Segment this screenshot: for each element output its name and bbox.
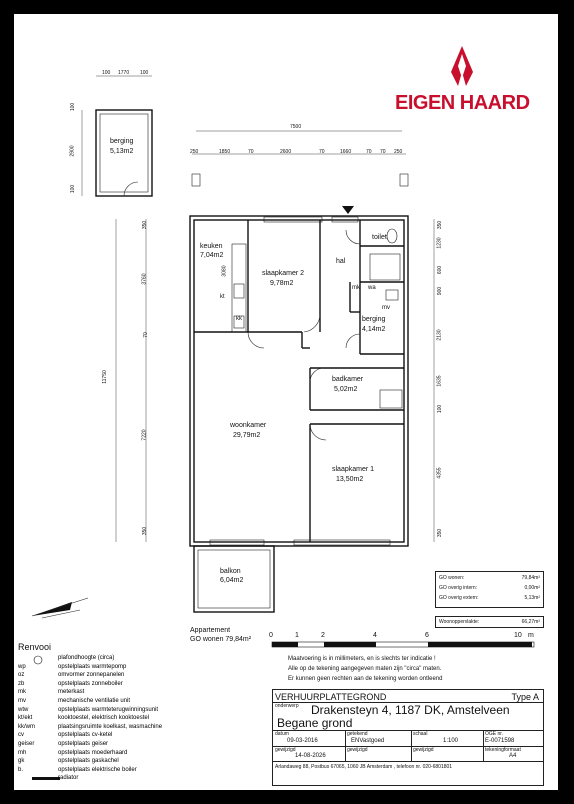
- dim-text: 100: [70, 102, 77, 112]
- legend-item: [18, 775, 78, 781]
- dim-text: 3080: [221, 265, 228, 277]
- dim-text: 11750: [101, 370, 108, 384]
- scale-tick: 1: [295, 632, 299, 639]
- title-block: [272, 689, 544, 786]
- dim-text: 100: [70, 184, 77, 194]
- dim-text: 3760: [141, 273, 148, 285]
- legend-value: meterkast: [58, 689, 85, 696]
- summary-label: GO overig intern:: [439, 585, 478, 591]
- scale-tick: 2: [321, 632, 325, 639]
- legend-value: plafondhoogte (circa): [58, 655, 115, 661]
- legend-value: radiator: [58, 775, 79, 782]
- room-label-berging-ext: berging: [110, 138, 134, 145]
- summary-value: 5,13m²: [524, 595, 540, 601]
- legend-key: oz: [18, 672, 25, 679]
- dim-text: 100: [437, 404, 444, 414]
- legend-item: [18, 741, 108, 747]
- dim-text: 1230: [436, 237, 443, 249]
- legend-item: [18, 672, 124, 678]
- note-line: Alle op de tekening aangegeven maten zijn "circa" maten.: [288, 666, 442, 672]
- dim-text: 70: [248, 149, 254, 155]
- dim-text: 100: [140, 70, 149, 76]
- dim-text: 1850: [219, 149, 231, 155]
- tb-label: OGE nr.: [485, 731, 504, 737]
- external-storage: [82, 76, 152, 196]
- room-label-berging: berging: [362, 316, 386, 323]
- scale-tick: 0: [269, 632, 273, 639]
- tb-value: ENVastgoed: [351, 738, 385, 744]
- tb-value: 09-03-2016: [287, 738, 318, 744]
- room-label-woonkamer: woonkamer: [230, 422, 267, 429]
- dim-text: 70: [380, 149, 386, 155]
- legend-key: geiser: [18, 741, 35, 747]
- room-label-slaapkamer-1: slaapkamer 1: [332, 466, 375, 473]
- legend-value: opstelplaats warmteterugwinningsunit: [58, 706, 159, 713]
- legend-item: [18, 715, 149, 721]
- tb-label: datum: [275, 731, 289, 737]
- dim-text: 1635: [436, 375, 443, 387]
- tb-label: gewijzigd: [275, 747, 296, 753]
- label-kt: kt: [220, 294, 225, 300]
- summary-value: 0,00m²: [524, 585, 540, 591]
- legend-key: mk: [18, 689, 26, 696]
- drawing-sheet: [14, 14, 558, 790]
- scale-tick: 6: [425, 632, 429, 639]
- legend-item: [18, 655, 114, 661]
- legend-key: kk/wm: [18, 723, 35, 730]
- tb-value: A4: [509, 753, 517, 759]
- dim-text: 1770: [118, 70, 130, 76]
- brand-logo-icon: [451, 46, 473, 86]
- summary-label: Woonoppervlakte:: [439, 619, 480, 625]
- legend-value: kooktoestel, elektrisch kooktoestel: [58, 715, 150, 722]
- note-line: Maatvoering is in millimeters, en is slechts ter indicatie !: [288, 656, 436, 662]
- room-label-badkamer: badkamer: [332, 376, 364, 383]
- living-area-box: [435, 616, 544, 628]
- summary-value: 79,84m²: [521, 575, 540, 581]
- dim-text: 70: [142, 332, 149, 338]
- dim-text: 250: [190, 149, 199, 155]
- legend-key: zb: [18, 680, 25, 687]
- north-arrow-icon: [32, 598, 88, 618]
- legend-key: cv: [18, 732, 24, 739]
- legend-item: [18, 750, 127, 756]
- dim-text: 350: [142, 526, 149, 536]
- dim-text: 70: [366, 149, 372, 155]
- tb-label: tekeningformaat: [485, 747, 521, 753]
- label-mv: mv: [382, 305, 390, 311]
- legend-key: mv: [18, 698, 26, 704]
- appartement-area: GO wonen 79,84m²: [190, 636, 252, 643]
- legend-value: opstelplaats moederhaard: [58, 749, 128, 756]
- dim-text: 2900: [69, 145, 76, 157]
- label-mk: mk: [352, 285, 360, 291]
- dim-text: 600: [437, 265, 444, 275]
- dim-text: 70: [319, 149, 325, 155]
- room-label-balkon: balkon: [220, 568, 241, 575]
- scale-tick: 4: [373, 632, 377, 639]
- tb-label: gewijzigd: [413, 747, 434, 753]
- dim-text: 350: [437, 220, 444, 230]
- legend-key: wp: [18, 663, 26, 670]
- dim-text: 7220: [141, 429, 148, 441]
- dim-text: 350: [437, 528, 444, 538]
- dim-text: 4355: [436, 467, 443, 479]
- dim-text: 2600: [280, 149, 292, 155]
- label-wa: wa: [368, 285, 376, 291]
- label-kk: kk: [236, 316, 242, 322]
- legend-key: kt/ekt: [18, 715, 33, 722]
- legend-value: opstelplaats elektrische boiler: [58, 766, 137, 773]
- legend-item: [18, 707, 158, 713]
- room-label-hal: hal: [336, 258, 346, 265]
- brand-name: EIGEN HAARD: [395, 92, 530, 114]
- legend-value: plaatsingsruimte koelkast, wasmachine: [58, 723, 163, 730]
- legend-title: Renvooi: [18, 642, 52, 652]
- tb-label: schaal: [413, 731, 428, 737]
- legend-item: [18, 767, 137, 773]
- legend-item: [18, 681, 123, 687]
- room-label-toilet: toilet: [372, 234, 387, 241]
- legend-value: opstelplaats cv-ketel: [58, 732, 113, 739]
- tb-value: 14-08-2026: [295, 753, 326, 759]
- appartement-label: Appartement: [190, 627, 231, 634]
- title-block-type: Type A: [511, 692, 539, 702]
- legend-key: gk: [18, 758, 25, 765]
- dim-text: 7500: [290, 124, 302, 130]
- address: Drakensteyn 4, 1187 DK, Amstelveen: [311, 703, 510, 717]
- legend-item: [18, 758, 119, 764]
- dim-text: 900: [437, 286, 444, 296]
- scale-tick: 10: [514, 632, 522, 639]
- legend-item: [18, 698, 130, 704]
- room-area-badkamer: 5,02m2: [334, 386, 358, 393]
- dim-text: 1660: [340, 149, 352, 155]
- room-label-slaapkamer-2: slaapkamer 2: [262, 270, 305, 277]
- legend-value: opstelplaats warmtepomp: [58, 663, 127, 670]
- dim-text: 350: [142, 220, 149, 230]
- summary-label: GO wonen:: [439, 575, 465, 581]
- company-address: Arlandaweg 88, Postbus 67065, 1060 JB Amsterdam , telefoon nr. 020-6801801: [275, 764, 453, 770]
- tb-value: 1:100: [443, 738, 459, 744]
- tb-value: E-0071598: [485, 738, 515, 744]
- legend-item: [18, 689, 84, 695]
- room-area-woonkamer: 29,79m2: [233, 432, 261, 439]
- tb-label: gewijzigd: [347, 747, 368, 753]
- summary-value: 66,27m²: [521, 619, 540, 625]
- scale-bar: [272, 642, 534, 647]
- room-area-slaapkamer-1: 13,50m2: [336, 476, 364, 483]
- legend-item: [18, 664, 126, 670]
- dim-text: 2130: [436, 329, 443, 341]
- title-block-title: VERHUURPLATTEGROND: [275, 692, 387, 702]
- room-area-berging: 4,14m2: [362, 326, 386, 333]
- room-area-keuken: 7,04m2: [200, 252, 224, 259]
- room-label-keuken: keuken: [200, 243, 223, 250]
- legend-key: b.: [18, 766, 24, 773]
- scale-unit: m: [528, 632, 534, 639]
- room-area-berging-ext: 5,13m2: [110, 148, 134, 155]
- legend-item: [18, 732, 112, 738]
- entrance-arrow-icon: [342, 206, 354, 214]
- tb-label: getekend: [347, 731, 368, 737]
- legend-value: opstelplaats gaskachel: [58, 758, 119, 765]
- dim-text: 250: [394, 149, 403, 155]
- room-area-balkon: 6,04m2: [220, 577, 244, 584]
- tb-label: onderwerp: [275, 703, 299, 709]
- legend-value: opstelplaats geiser: [58, 741, 109, 747]
- legend-key: mh: [18, 749, 27, 756]
- legend-value: opstelplaats zonneboiler: [58, 680, 123, 687]
- summary-label: GO overig extern:: [439, 595, 479, 601]
- legend-value: omvormer zonnepanelen: [58, 672, 125, 679]
- room-area-slaapkamer-2: 9,78m2: [270, 280, 294, 287]
- legend-item: [18, 724, 162, 730]
- legend-key: wtw: [18, 706, 29, 713]
- note-line: Er kunnen geen rechten aan de tekening worden ontleend: [288, 676, 443, 682]
- legend-value: mechanische ventilatie unit: [58, 698, 131, 704]
- area-summary-box: [435, 571, 544, 608]
- floor-name: Begane grond: [277, 716, 353, 730]
- dim-text: 100: [102, 70, 111, 76]
